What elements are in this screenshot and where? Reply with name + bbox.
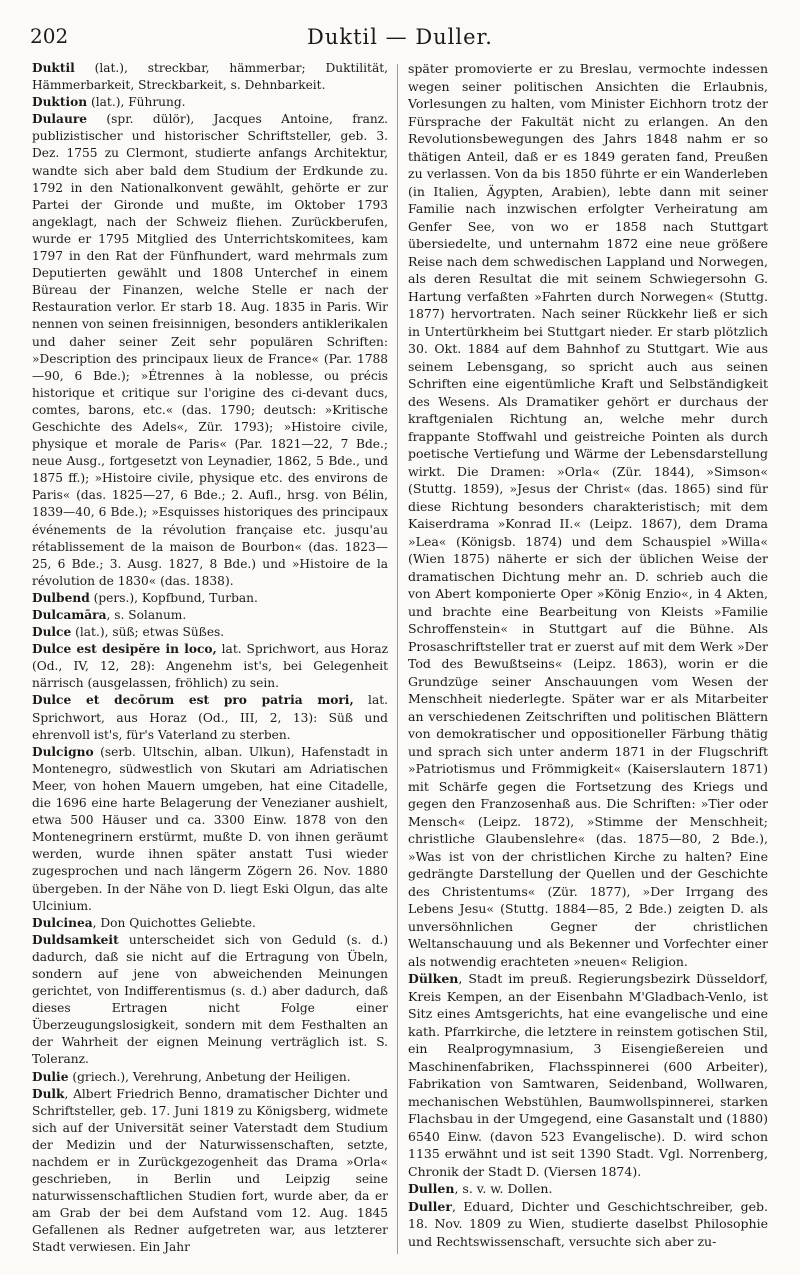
entry-headword: Duldsamkeit [32,932,119,947]
dictionary-entry [408,1198,768,1251]
dictionary-entry [32,111,388,590]
entry-headword: Dulcigno [32,744,94,759]
dictionary-entry [32,94,388,111]
entry-headword: Dulce est desipĕre in loco, [32,642,217,657]
entry-text: (lat.), streckbar, hämmerbar; Duktilität, Hämmerbarkeit, Streckbarkeit, s. Dehnbarkeit. [32,61,388,93]
entry-text: später promovierte er zu Breslau, vermochte indessen wegen seiner politischen Ansichten die Erlaubnis, Vorlesungen zu halten, vom Minister Eichhorn trotz der Fürsprache der Fakultät nicht zu erlangen. An den Revolutionsbewegungen des Jahrs 1848 nahm er so thätigen Anteil, daß er es 1849 geraten fand, Preußen zu verlassen. Von da bis 1850 führte er ein Wanderleben (in Italien, Ägypten, Arabien), lebte dann mit seiner Familie nach inzwischen erfolgter Verheiratung am Genfer See, von wo er 1858 nach Stuttgart übersiedelte, und unternahm 1872 eine neue größere Reise nach dem schwedischen Lappland und Norwegen, als deren Resultat die mit seinem Schwiegersohn G. Hartung verfaßten »Fahrten durch Norwegen« (Stuttg. 1877) hervortraten. Nach seiner Rückkehr ließ er sich in Untertürkheim bei Stuttgart nieder. Er starb plötzlich 30. Okt. 1884 auf dem Bahnhof zu Stuttgart. Wie aus seinem Lebensgang, so spricht auch aus seinen Schriften eine eigentümliche Kraft und Selbständigkeit des Wesens. Als Dramatiker gehört er durchaus der kraftgenialen Richtung an, welche mehr durch frappante Stoffwahl und geistreiche Pointen als durch poetische Vertiefung und Wärme der Lebensdarstellung wirkt. Die Dramen: »Orla« (Zür. 1844), »Simson« (Stuttg. 1859), »Jesus der Christ« (das. 1865) sind für diese Richtung besonders charakteristisch; mit dem Kaiserdrama »Konrad II.« (Leipz. 1867), dem Drama »Lea« (Königsb. 1874) und dem Schauspiel »Willa« (Wien 1875) näherte er sich der üblichen Weise der dramatischen Dichtung mehr an. D. schrieb auch die von Abert komponierte Oper »König Enzio«, in 4 Akten, und brachte eine Bearbeitung von Kleists »Familie Schroffenstein« in Stuttgart auf die Bühne. Als Prosaschriftsteller trat er zuerst auf mit dem Werk »Der Tod des Bewußtseins« (Leipz. 1863), worin er die Grundzüge seiner Anschauungen vom Wesen der Menschheit niederlegte. Später war er als Mitarbeiter an verschiedenen Zeitschriften und politischen Blättern von demokratischer und oppositioneller Färbung thätig und sprach sich unter anderm 1871 in der Flugschrift »Patriotismus und Frömmigkeit« (Kaiserslautern 1871) mit Schärfe gegen die Fortsetzung des Kriegs und gegen den Franzosenhaß aus. Die Schriften: »Tier oder Mensch« (Leipz. 1872), »Stimme der Menschheit; christliche Glaubenslehre« (das. 1875—80, 2 Bde.), »Was ist von der christlichen Kirche zu halten? Eine gedrängte Darstellung der Quellen und der Geschichte des Christentums« (Zür. 1877), »Der Irrgang des Lebens Jesu« (Stuttg. 1884—85, 2 Bde.) zeigten D. als unversöhnlichen Gegner der christlichen Weltanschauung und als Bekenner und Vorfechter einer als notwendig erachteten »neuen« Religion. [408,61,768,969]
right-column [408,60,768,1260]
dictionary-entry [32,915,388,932]
entry-text: lat. Sprichwort, aus Horaz (Od., IV, 12, 28): Angenehm ist's, bei Gelegenheit närrisch (ausgelassen, fröhlich) zu sein. [32,642,388,691]
dictionary-entry [32,1086,388,1257]
dictionary-entry [32,624,388,641]
entry-headword: Dulk [32,1086,65,1101]
entry-text: , s. v. w. Dollen. [454,1181,553,1196]
page-number: 202 [30,24,69,48]
entry-headword: Dulbend [32,590,90,605]
dictionary-entry [408,1180,768,1198]
dictionary-entry [32,590,388,607]
entry-text: (pers.), Kopfbund, Turban. [89,590,258,605]
entry-headword: Dulie [32,1069,69,1084]
entry-headword: Dullen [408,1181,455,1196]
entry-headword: Dulaure [32,112,87,127]
entry-headword: Dülken [408,971,459,986]
entry-text: (serb. Ultschin, alban. Ulkun), Hafenstadt in Montenegro, südwestlich von Skutari am Adriatischen Meer, von hohen Mauern umgeben, hat eine Citadelle, die 1696 eine harte Belagerung der Venezianer aushielt, etwa 500 Häuser und ca. 3300 Einw. 1878 von den Montenegrinern erstürmt, mußte D. von ihnen geräumt werden, wurde ihnen später anstatt Tusi wieder zugesprochen und nach längerm Zögern 26. Nov. 1880 übergeben. In der Nähe von D. liegt Eski Olgun, das alte Ulcinium. [32,744,388,913]
entry-text: (spr. dülör), Jacques Antoine, franz. publizistischer und historischer Schriftsteller, geb. 3. Dez. 1755 zu Clermont, studierte anfangs Architektur, wandte sich aber bald dem Studium der Erdkunde zu. 1792 in den Nationalkonvent gewählt, gehörte er zur Partei der Gironde und mußte, im Oktober 1793 angeklagt, nach der Schweiz fliehen. Zurückberufen, wurde er 1795 Mitglied des Unterrichtskomitees, kam 1797 in den Rat der Fünfhundert, ward mehrmals zum Deputierten gewählt und 1808 Unterchef in einem Büreau der Finanzen, welche Stelle er nach der Restauration verlor. Er starb 18. Aug. 1835 in Paris. Wir nennen von seinen freisinnigen, besonders antiklerikalen und daher seiner Zeit sehr populären Schriften: »Description des principaux lieux de France« (Par. 1788—90, 6 Bde.); »Étrennes à la noblesse, ou précis historique et critique sur l'origine des ci-devant ducs, comtes, barons, etc.« (das. 1790; deutsch: »Kritische Geschichte des Adels«, Zür. 1793); »Histoire civile, physique et morale de Paris« (Par. 1821—22, 7 Bde.; neue Ausg., fortgesetzt von Leynadier, 1862, 5 Bde., und 1875 ff.); »Histoire civile, physique etc. des environs de Paris« (das. 1825—27, 6 Bde.; 2. Aufl., hrsg. von Bélin, 1839—40, 6 Bde.); »Esquisses historiques des principaux événements de la révolution française etc. jusqu'au rétablissement de la maison de Bourbon« (das. 1823—25, 6 Bde.; 3. Ausg. 1827, 8 Bde.) und »Histoire de la révolution de 1830« (das. 1838). [32,112,388,588]
entry-text: unterscheidet sich von Geduld (s. d.) dadurch, daß sie nicht auf die Ertragung von Übeln, sondern auf jene von abweichenden Meinungen gerichtet, von Indifferentismus (s. d.) aber dadurch, daß dieses Ertragen nicht Folge einer Überzeugungslosigkeit, sondern mit dem Festhalten an der Wahrheit der eignen Meinung verträglich ist. S. Toleranz. [32,932,388,1067]
dictionary-entry [32,744,388,915]
dictionary-entry [32,692,388,743]
entry-text: , Eduard, Dichter und Geschichtschreiber, geb. 18. Nov. 1809 zu Wien, studierte daselbst Philosophie und Rechtswissenschaft, versuchte sich aber zu- [408,1198,768,1249]
entry-text: lat. Sprichwort, aus Horaz (Od., III, 2, 13): Süß und ehrenvoll ist's, für's Vaterland zu sterben. [32,693,388,742]
entry-text: , Albert Friedrich Benno, dramatischer Dichter und Schriftsteller, geb. 17. Juni 1819 zu Königsberg, widmete sich auf der Universität seiner Vaterstadt dem Studium der Medizin und der Naturwissenschaften, setzte, nachdem er in Zurückgezogenheit das Drama »Orla« geschrieben, in Berlin und Leipzig seine naturwissenschaftlichen Studien fort, wurde aber, da er am Grab der bei dem Aufstand vom 12. Aug. 1845 Gefallenen als Redner aufgetreten war, aus letzterer Stadt verwiesen. Ein Jahr [32,1086,388,1255]
entry-headword: Duller [408,1198,452,1214]
dictionary-entry [32,60,388,94]
page-header [30,20,770,54]
dictionary-entry [32,607,388,624]
entry-headword: Duktil [32,61,75,75]
entry-headword: Duktion [32,95,88,110]
entry-headword: Dulce [32,625,72,640]
running-head: Duktil — Duller. [307,25,493,49]
entry-headword: Dulce et decōrum est pro patria mori, [32,693,354,708]
entry-text: (griech.), Verehrung, Anbetung der Heiligen. [68,1069,351,1084]
dictionary-entry [32,641,388,692]
left-column [32,60,388,1260]
dictionary-entry [32,932,388,1069]
entry-text: (lat.), Führung. [87,95,186,110]
column-divider [397,64,398,1254]
entry-text: , Don Quichottes Geliebte. [92,915,256,930]
entry-headword: Dulcamāra [32,608,107,622]
dictionary-entry [32,1069,388,1086]
dictionary-entry [408,970,768,1180]
entry-text: (lat.), süß; etwas Süßes. [71,625,225,640]
dictionary-entry [408,60,768,970]
entry-text: , Stadt im preuß. Regierungsbezirk Düsseldorf, Kreis Kempen, an der Eisenbahn M'Gladbach-Venlo, ist Sitz eines Amtsgerichts, hat eine evangelische und eine kath. Pfarrkirche, die letztere in reinstem gotischen Stil, ein Realprogymnasium, 3 Eisengießereien und Maschinenfabriken, Flachsspinnerei (600 Arbeiter), Fabrikation von Samtwaren, Seidenband, Wollwaren, mechanischen Webstühlen, Baumwollspinnerei, starken Flachsbau in der Umgegend, eine Gasanstalt und (1880) 6540 Einw. (davon 523 Evangelische). D. wird schon 1135 erwähnt und ist seit 1390 Stadt. Vgl. Norrenberg, Chronik der Stadt D. (Viersen 1874). [408,971,768,1179]
entry-headword: Dulcinea [32,915,93,930]
entry-text: , s. Solanum. [106,608,187,622]
